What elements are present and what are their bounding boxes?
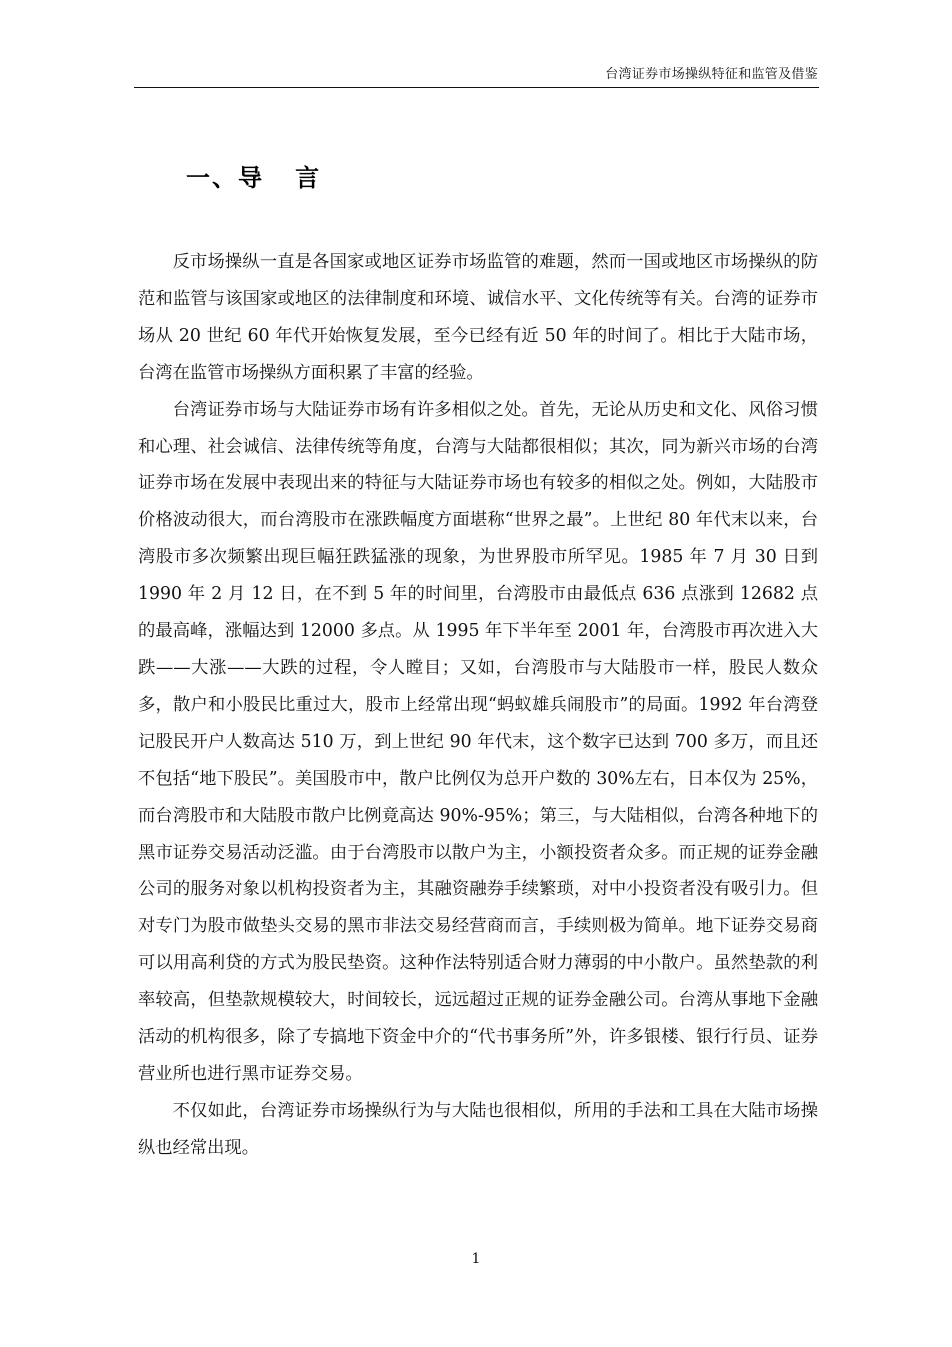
paragraph: 不仅如此，台湾证券市场操纵行为与大陆也很相似，所用的手法和工具在大陆市场操纵也经常出现。 — [138, 1100, 818, 1158]
running-header: 台湾证券市场操纵特征和监管及借鉴 — [605, 67, 818, 82]
section-heading: 一、导 言 — [186, 164, 322, 192]
paragraph: 台湾证券市场与大陆证券市场有许多相似之处。首先，无论从历史和文化、风俗习惯和心理、社会诚信、法律传统等角度，台湾与大陆都很相似；其次，同为新兴市场的台湾证券市场在发展中表现出来的特征与大陆证券市场也有较多的相似之处。例如，大陆股市价格波动很大，而台湾股市在涨跌幅度方面堪称“世界之最”。上世纪 80 年代末以来，台湾股市多次频繁出现巨幅狂跌猛涨的现象，为世界股市所罕见。1985 年 7 月 30 日到 1990 年 2 月 12 日，在不到 5 年的时间里，台湾股市由最低点 636 点涨到 12682 点的最高峰，涨幅达到 12000 多点。从 1995 年下半年至 2001 年，台湾股市再次进入大跌——大涨——大跌的过程，令人瞠目；又如，台湾股市与大陆股市一样，股民人数众多，散户和小股民比重过大，股市上经常出现“蚂蚁雄兵闹股市”的局面。1992 年台湾登记股民开户人数高达 510 万，到上世纪 90 年代末，这个数字已达到 700 多万，而且还不包括“地下股民”。美国股市中，散户比例仅为总开户数的 30%左右，日本仅为 25%，而台湾股市和大陆股市散户比例竟高达 90%-95%；第三，与大陆相似，台湾各种地下的黑市证券交易活动泛滥。由于台湾股市以散户为主，小额投资者众多。而正规的证券金融公司的服务对象以机构投资者为主，其融资融券手续繁琐，对中小投资者没有吸引力。但对专门为股市做垫头交易的黑市非法交易经营商而言，手续则极为简单。地下证券交易商可以用高利贷的方式为股民垫资。这种作法特别适合财力薄弱的中小散户。虽然垫款的利率较高，但垫款规模较大，时间较长，远远超过正规的证券金融公司。台湾从事地下金融活动的机构很多，除了专搞地下资金中介的“代书事务所”外，许多银楼、银行行员、证券营业所也进行黑市证券交易。 — [138, 399, 818, 1084]
paragraph: 反市场操纵一直是各国家或地区证券市场监管的难题，然而一国或地区市场操纵的防范和监管与该国家或地区的法律制度和环境、诚信水平、文化传统等有关。台湾的证券市场从 20 世纪 60 年代开始恢复发展，至今已经有近 50 年的时间了。相比于大陆市场，台湾在监管市场操纵方面积累了丰富的经验。 — [138, 252, 818, 383]
header-rule — [134, 87, 819, 88]
page-number: 1 — [471, 1251, 481, 1267]
body-text — [138, 244, 818, 1167]
